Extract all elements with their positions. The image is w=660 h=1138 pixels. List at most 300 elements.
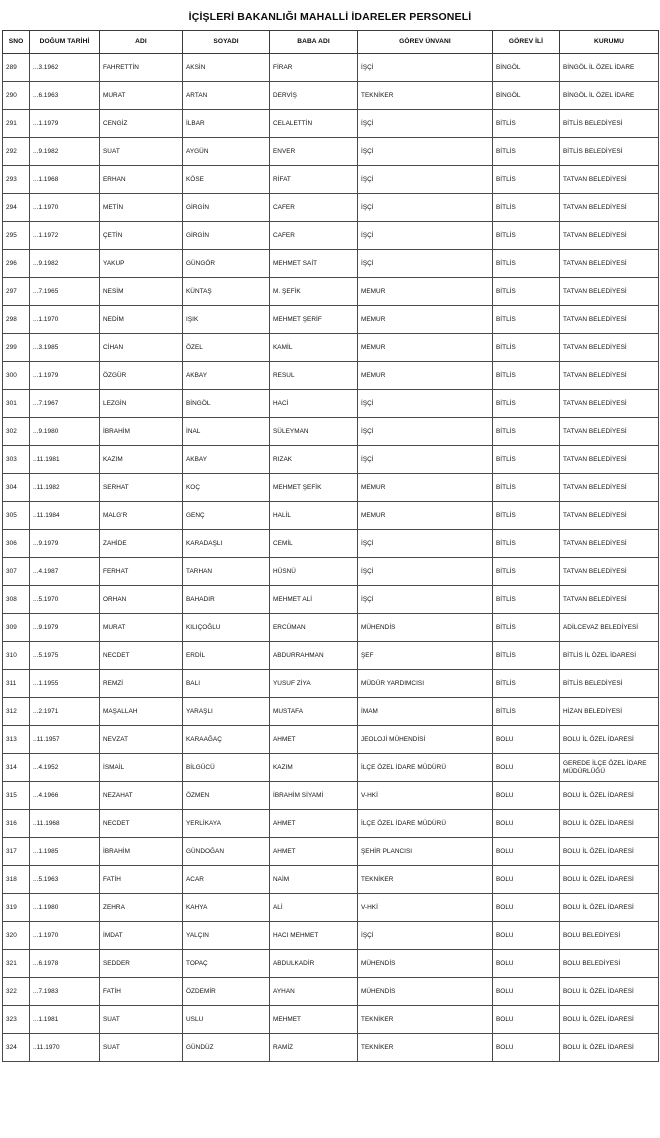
table-row [3,54,659,82]
cell-institution [560,614,659,642]
cell-father-name-text: RIZAK [273,455,293,463]
cell-sno-text: 322 [6,987,17,995]
cell-father-name-text: CELALETTİN [273,119,313,127]
cell-institution-text: TATVAN BELEDİYESİ [563,259,627,267]
cell-father-name [270,82,358,110]
cell-province-text: BİTLİS [496,483,516,491]
cell-birth-date-text: ...1.1955 [33,679,59,687]
cell-province [493,166,560,194]
cell-job-title-text: MEMUR [361,343,386,351]
cell-job-title [358,530,493,558]
cell-father-name [270,586,358,614]
cell-province [493,530,560,558]
cell-sno [3,810,30,838]
cell-sno [3,334,30,362]
cell-institution [560,82,659,110]
cell-job-title [358,278,493,306]
cell-birth-date [30,782,100,810]
cell-institution-text: BOLU BELEDİYESİ [563,959,621,967]
cell-job-title [358,362,493,390]
cell-institution-text: BOLU İL ÖZEL İDARESİ [563,735,634,743]
table-row [3,138,659,166]
column-header-job-title: GÖREV ÜNVANI [358,31,493,54]
cell-first-name-text: ZAHİDE [103,539,127,547]
cell-father-name-text: CEMİL [273,539,293,547]
cell-institution [560,978,659,1006]
table-row [3,222,659,250]
cell-surname [183,110,270,138]
cell-first-name-text: METİN [103,203,124,211]
table-row [3,1034,659,1062]
cell-province-text: BOLU [496,763,514,771]
cell-first-name-text: FATİH [103,875,121,883]
cell-sno [3,894,30,922]
cell-institution [560,138,659,166]
cell-first-name [100,978,183,1006]
cell-sno [3,222,30,250]
cell-first-name [100,82,183,110]
cell-first-name [100,782,183,810]
cell-surname [183,586,270,614]
cell-first-name-text: SUAT [103,147,120,155]
cell-birth-date-text: ..11.1968 [33,819,60,827]
cell-father-name [270,950,358,978]
cell-father-name-text: SÜLEYMAN [273,427,309,435]
cell-province [493,502,560,530]
cell-surname [183,866,270,894]
cell-sno-text: 294 [6,203,17,211]
cell-surname [183,670,270,698]
cell-birth-date [30,194,100,222]
cell-surname [183,698,270,726]
cell-surname-text: AKBAY [186,455,208,463]
cell-sno-text: 293 [6,175,17,183]
cell-province [493,82,560,110]
cell-surname [183,250,270,278]
cell-sno-text: 305 [6,511,17,519]
cell-father-name-text: ENVER [273,147,296,155]
cell-institution-text: TATVAN BELEDİYESİ [563,427,627,435]
cell-birth-date-text: ...3.1962 [33,63,59,71]
cell-job-title-text: MEMUR [361,287,386,295]
cell-province-text: BİTLİS [496,623,516,631]
table-row [3,530,659,558]
cell-sno-text: 312 [6,707,17,715]
cell-birth-date [30,418,100,446]
cell-province-text: BİTLİS [496,147,516,155]
table-row [3,278,659,306]
cell-surname [183,558,270,586]
cell-sno-text: 292 [6,147,17,155]
cell-surname [183,614,270,642]
cell-institution [560,726,659,754]
cell-birth-date [30,138,100,166]
cell-sno-text: 290 [6,91,17,99]
cell-sno-text: 313 [6,735,17,743]
cell-sno-text: 320 [6,931,17,939]
table-row [3,614,659,642]
cell-sno-text: 309 [6,623,17,631]
cell-father-name [270,474,358,502]
cell-job-title [358,894,493,922]
cell-first-name [100,754,183,782]
cell-birth-date [30,502,100,530]
table-row [3,474,659,502]
cell-father-name-text: İBRAHİM SİYAMİ [273,791,324,799]
table-row [3,502,659,530]
cell-surname [183,810,270,838]
cell-sno [3,642,30,670]
cell-first-name-text: ORHAN [103,595,127,603]
cell-father-name [270,782,358,810]
cell-father-name-text: AHMET [273,819,296,827]
cell-birth-date-text: ...1.1970 [33,203,59,211]
cell-sno-text: 299 [6,343,17,351]
cell-job-title [358,698,493,726]
cell-birth-date [30,670,100,698]
cell-surname-text: BİLGÜCÜ [186,763,215,771]
cell-province [493,670,560,698]
cell-birth-date-text: ..11.1970 [33,1043,60,1051]
cell-birth-date-text: ...5.1975 [33,651,59,659]
cell-province [493,614,560,642]
cell-birth-date [30,278,100,306]
cell-institution [560,54,659,82]
cell-institution-text: TATVAN BELEDİYESİ [563,203,627,211]
cell-father-name-text: HALİL [273,511,292,519]
cell-province [493,306,560,334]
cell-job-title-text: İŞÇİ [361,427,374,435]
cell-sno [3,446,30,474]
cell-institution [560,922,659,950]
column-header-first-name: ADI [100,31,183,54]
cell-birth-date [30,250,100,278]
cell-job-title [358,502,493,530]
cell-job-title [358,838,493,866]
cell-province [493,642,560,670]
cell-job-title-text: MEMUR [361,483,386,491]
cell-surname-text: BİNGÖL [186,399,211,407]
cell-birth-date [30,810,100,838]
cell-first-name-text: ERHAN [103,175,126,183]
cell-job-title-text: TEKNİKER [361,875,394,883]
cell-first-name [100,446,183,474]
cell-institution-text: BOLU İL ÖZEL İDARESİ [563,1043,634,1051]
cell-sno-text: 323 [6,1015,17,1023]
cell-job-title-text: V-HKİ [361,903,378,911]
cell-province [493,922,560,950]
cell-first-name-text: ÖZGÜR [103,371,127,379]
cell-father-name [270,250,358,278]
cell-first-name-text: NEVZAT [103,735,129,743]
table-row [3,698,659,726]
cell-birth-date-text: ...1.1972 [33,231,59,239]
table-row [3,390,659,418]
cell-surname-text: KOÇ [186,483,200,491]
cell-sno-text: 318 [6,875,17,883]
cell-province-text: BİTLİS [496,679,516,687]
cell-institution [560,558,659,586]
cell-institution [560,306,659,334]
cell-sno [3,1006,30,1034]
cell-province [493,334,560,362]
cell-birth-date-text: ...7.1965 [33,287,59,295]
cell-father-name-text: MEHMET [273,1015,301,1023]
cell-sno-text: 314 [6,763,17,771]
table-row [3,558,659,586]
cell-institution-text: BOLU İL ÖZEL İDARESİ [563,875,634,883]
cell-sno-text: 311 [6,679,17,687]
cell-institution-text: BOLU İL ÖZEL İDARESİ [563,791,634,799]
cell-father-name [270,922,358,950]
cell-institution-text: BOLU İL ÖZEL İDARESİ [563,819,634,827]
cell-sno-text: 316 [6,819,17,827]
column-header-father-name: BABA ADI [270,31,358,54]
cell-first-name-text: SERHAT [103,483,129,491]
cell-first-name-text: MALG'R [103,511,128,519]
cell-sno [3,54,30,82]
cell-father-name-text: MEHMET ŞERİF [273,315,322,323]
cell-birth-date [30,474,100,502]
cell-institution [560,418,659,446]
cell-sno-text: 324 [6,1043,17,1051]
cell-sno-text: 300 [6,371,17,379]
cell-birth-date-text: ...1.1985 [33,847,59,855]
cell-father-name [270,838,358,866]
cell-surname-text: YERLİKAYA [186,819,222,827]
cell-job-title [358,558,493,586]
table-row [3,642,659,670]
cell-job-title-text: MEMUR [361,511,386,519]
cell-surname-text: İNAL [186,427,201,435]
cell-birth-date-text: ...6.1963 [33,91,59,99]
cell-birth-date [30,922,100,950]
cell-job-title [358,110,493,138]
cell-institution-text: TATVAN BELEDİYESİ [563,455,627,463]
cell-surname-text: YARAŞLI [186,707,213,715]
table-row [3,1006,659,1034]
cell-surname-text: ERDİL [186,651,206,659]
cell-institution-text: TATVAN BELEDİYESİ [563,595,627,603]
cell-father-name-text: RİFAT [273,175,291,183]
cell-province [493,362,560,390]
cell-surname-text: BALI [186,679,201,687]
cell-father-name [270,138,358,166]
cell-birth-date [30,614,100,642]
cell-surname [183,642,270,670]
cell-job-title [358,222,493,250]
table-row [3,362,659,390]
cell-surname-text: YALÇIN [186,931,209,939]
cell-sno [3,194,30,222]
cell-institution [560,250,659,278]
cell-surname-text: GÜNDOĞAN [186,847,225,855]
cell-province [493,54,560,82]
cell-institution-text: TATVAN BELEDİYESİ [563,483,627,491]
cell-surname-text: AYGÜN [186,147,209,155]
cell-birth-date [30,838,100,866]
cell-surname [183,782,270,810]
cell-surname-text: IŞIK [186,315,199,323]
cell-birth-date [30,222,100,250]
cell-birth-date-text: ...5.1970 [33,595,59,603]
cell-job-title-text: İŞÇİ [361,175,374,183]
cell-sno-text: 302 [6,427,17,435]
cell-institution [560,222,659,250]
cell-job-title-text: TEKNİKER [361,1043,394,1051]
cell-sno-text: 308 [6,595,17,603]
cell-province-text: BİTLİS [496,399,516,407]
cell-surname-text: GÜNDÜZ [186,1043,214,1051]
cell-province-text: BİTLİS [496,427,516,435]
cell-first-name [100,1006,183,1034]
cell-father-name [270,418,358,446]
cell-sno [3,418,30,446]
cell-birth-date-text: ...7.1983 [33,987,59,995]
cell-birth-date [30,306,100,334]
cell-province [493,1034,560,1062]
cell-surname [183,446,270,474]
table-body [3,54,659,1062]
cell-institution-text: BİTLİS İL ÖZEL İDARESİ [563,651,637,659]
cell-father-name-text: ABDULKADİR [273,959,315,967]
cell-father-name [270,558,358,586]
cell-father-name [270,278,358,306]
cell-province-text: BİTLİS [496,175,516,183]
cell-sno-text: 321 [6,959,17,967]
cell-father-name [270,642,358,670]
cell-institution [560,950,659,978]
cell-surname-text: AKSİN [186,63,206,71]
table-row [3,334,659,362]
cell-first-name [100,502,183,530]
table-row [3,810,659,838]
cell-surname-text: GİRGİN [186,203,210,211]
cell-surname-text: GÜNGÖR [186,259,216,267]
table-row [3,110,659,138]
cell-job-title [358,418,493,446]
cell-institution [560,782,659,810]
cell-surname-text: KAHYA [186,903,208,911]
cell-first-name-text: İMDAT [103,931,123,939]
cell-institution-text: TATVAN BELEDİYESİ [563,371,627,379]
cell-province-text: BOLU [496,847,514,855]
cell-institution-text: BİNGÖL İL ÖZEL İDARE [563,63,635,71]
cell-job-title-text: MÜHENDİS [361,987,396,995]
cell-first-name [100,54,183,82]
cell-sno [3,950,30,978]
cell-first-name-text: NEZAHAT [103,791,133,799]
table-header [3,31,659,54]
cell-sno [3,698,30,726]
cell-province-text: BİTLİS [496,259,516,267]
cell-sno [3,502,30,530]
cell-province [493,558,560,586]
cell-first-name [100,390,183,418]
cell-father-name [270,754,358,782]
cell-institution-text: BOLU İL ÖZEL İDARESİ [563,1015,634,1023]
cell-surname [183,922,270,950]
cell-birth-date-text: ..11.1984 [33,511,60,519]
cell-father-name [270,530,358,558]
cell-father-name [270,334,358,362]
cell-first-name [100,334,183,362]
cell-surname-text: KÜNTAŞ [186,287,212,295]
table-row [3,950,659,978]
cell-job-title-text: MEMUR [361,371,386,379]
cell-institution-text: TATVAN BELEDİYESİ [563,231,627,239]
cell-job-title [358,1034,493,1062]
cell-province-text: BİTLİS [496,707,516,715]
cell-sno-text: 303 [6,455,17,463]
cell-province [493,418,560,446]
cell-birth-date-text: ...9.1982 [33,147,59,155]
cell-birth-date-text: ...1.1981 [33,1015,59,1023]
cell-sno-text: 289 [6,63,17,71]
cell-job-title [358,754,493,782]
cell-surname [183,530,270,558]
cell-province [493,726,560,754]
table-row [3,726,659,754]
cell-sno-text: 298 [6,315,17,323]
cell-institution [560,894,659,922]
cell-province-text: BOLU [496,987,514,995]
cell-first-name-text: ZEHRA [103,903,125,911]
cell-job-title [358,474,493,502]
cell-sno [3,922,30,950]
cell-institution [560,362,659,390]
cell-sno-text: 304 [6,483,17,491]
cell-surname [183,362,270,390]
cell-job-title [358,446,493,474]
cell-first-name-text: MURAT [103,623,126,631]
cell-job-title [358,950,493,978]
cell-first-name [100,138,183,166]
cell-institution [560,334,659,362]
cell-surname [183,950,270,978]
cell-first-name [100,1034,183,1062]
cell-job-title [358,194,493,222]
cell-first-name-text: İBRAHİM [103,427,130,435]
cell-surname [183,1006,270,1034]
table-row [3,166,659,194]
cell-birth-date [30,166,100,194]
cell-first-name-text: REMZİ [103,679,124,687]
cell-province-text: BİTLİS [496,651,516,659]
cell-birth-date-text: ...6.1978 [33,959,59,967]
cell-father-name-text: M. ŞEFİK [273,287,301,295]
cell-father-name-text: MEHMET SAİT [273,259,318,267]
cell-father-name [270,1034,358,1062]
cell-surname-text: BAHADIR [186,595,215,603]
cell-job-title-text: JEOLOJİ MÜHENDİSİ [361,735,426,743]
cell-province [493,754,560,782]
cell-institution-text: GEREDE İLÇE ÖZEL İDARE MÜDÜRLÜĞÜ [563,759,647,775]
cell-birth-date-text: ...1.1979 [33,371,59,379]
cell-institution-text: TATVAN BELEDİYESİ [563,399,627,407]
cell-province-text: BOLU [496,819,514,827]
cell-father-name-text: RESUL [273,371,295,379]
cell-institution [560,1006,659,1034]
cell-surname [183,194,270,222]
cell-province-text: BİTLİS [496,343,516,351]
cell-father-name-text: MEHMET ALİ [273,595,313,603]
cell-father-name-text: KAMİL [273,343,293,351]
cell-father-name-text: HACİ [273,399,289,407]
cell-province [493,110,560,138]
cell-sno-text: 301 [6,399,17,407]
cell-birth-date-text: ...1.1980 [33,903,59,911]
